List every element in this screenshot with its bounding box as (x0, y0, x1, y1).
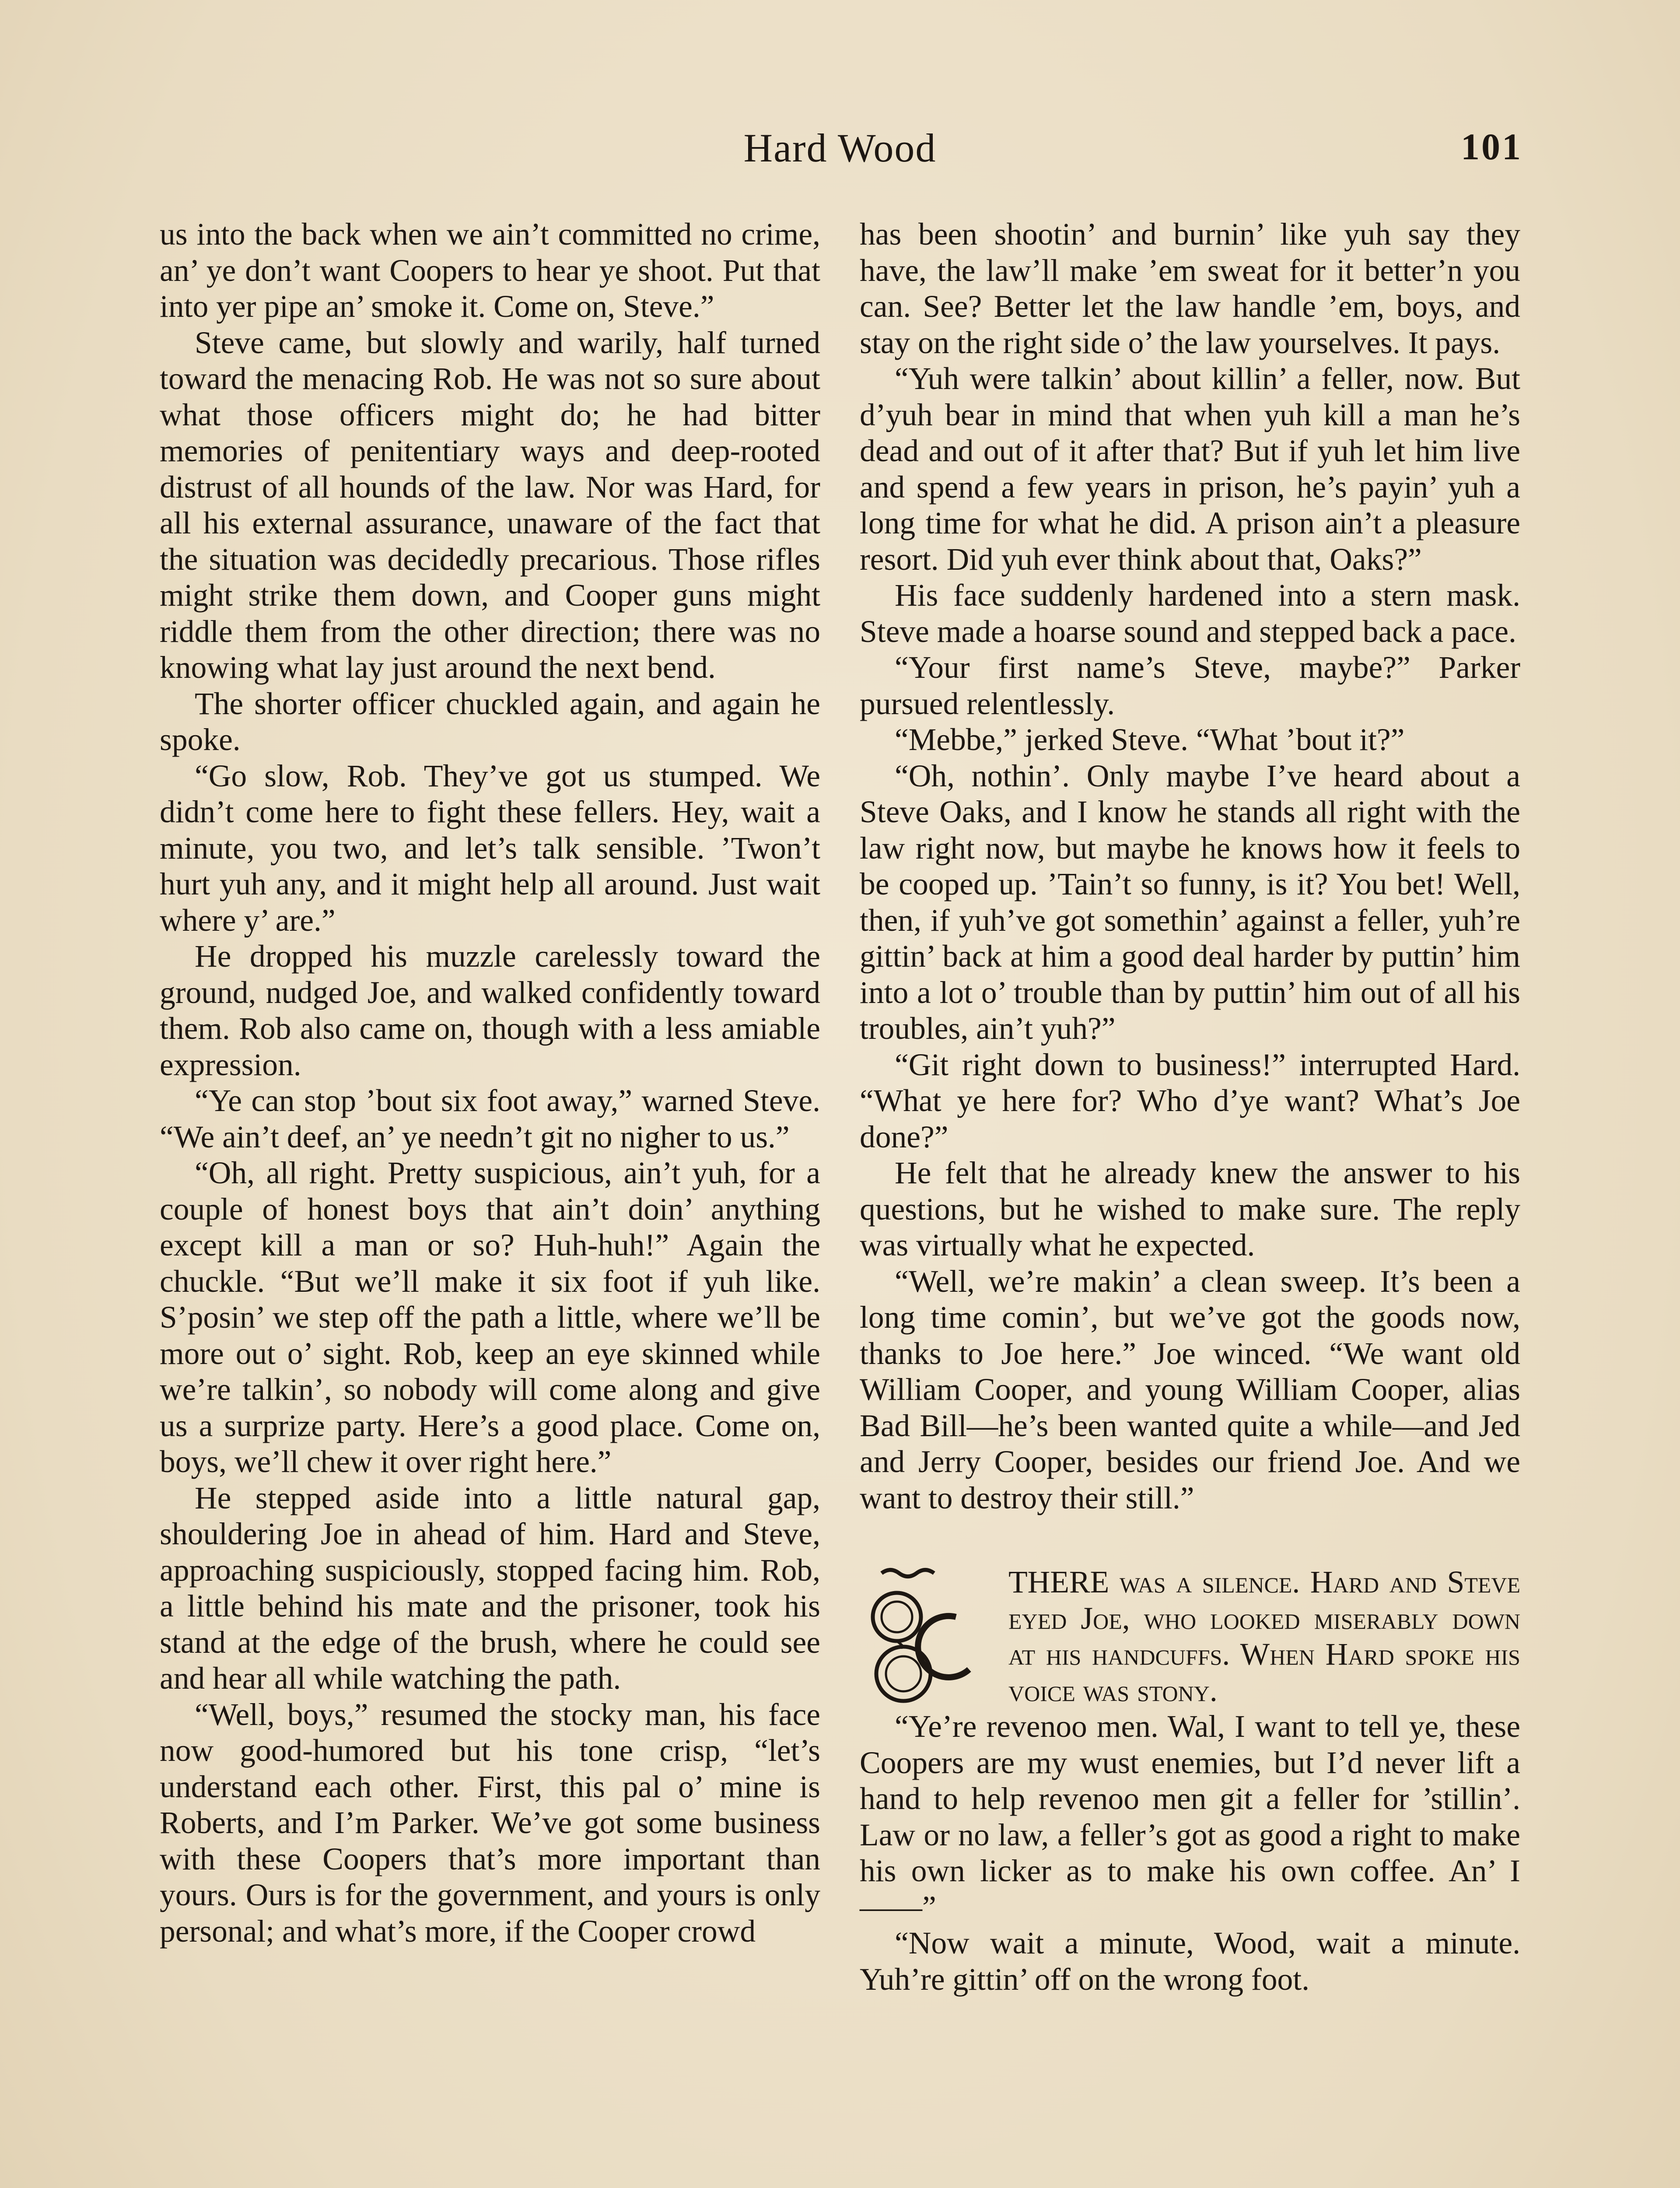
paragraph: His face suddenly hardened into a stern mask. Steve made a hoarse sound and stepped back a pace. (860, 578, 1520, 649)
paragraph: “Well, boys,” resumed the stocky man, his face now good-humored but his tone crisp, “let’s understand each other. First, this pal o’ mine is Roberts, and I’m Parker. We’ve got some business with these Coopers that’s more important than yours. Ours is for the government, and yours is only personal; and what’s more, if the Cooper crowd (160, 1697, 820, 1949)
paragraph: “Yuh were talkin’ about killin’ a feller, now. But d’yuh bear in mind that when yuh kill a man he’s dead and out of it after that? But if yuh let him live and spend a few years in prison, he’s payin’ yuh a long time for what he did. A prison ain’t a pleasure resort. Did yuh ever think about that, Oaks?” (860, 361, 1520, 577)
paragraph: us into the back when we ain’t committed no crime, an’ ye don’t want Coopers to hear ye shoot. Put that into yer pipe an’ smoke it. Come on, Steve.” (160, 217, 820, 324)
paragraph: “Mebbe,” jerked Steve. “What ’bout it?” (895, 722, 1405, 757)
paragraph: “Go slow, Rob. They’ve got us stumped. We didn’t come here to fight these fellers. Hey, wait a minute, you two, and let’s talk sensible. ’Twon’t hurt yuh any, and it might help all around. Just wait where y’ are.” (160, 758, 820, 938)
paragraph: Steve came, but slowly and warily, half turned toward the menacing Rob. He was not so sure about what those officers might do; he had bitter memories of penitentiary ways and deep-rooted distrust of all hounds of the law. Nor was Hard, for all his external assurance, unaware of the fact that the situation was decidedly precarious. Those rifles might strike them down, and Cooper guns might riddle them from the other direction; there was no knowing what lay just around the next bend. (160, 325, 820, 685)
paragraph: The shorter officer chuckled again, and again he spoke. (160, 686, 820, 757)
page-number: 101 (1461, 126, 1522, 168)
paragraph: He felt that he already knew the answer to his questions, but he wished to make sure. The reply was virtually what he expected. (860, 1156, 1520, 1262)
paragraph: “Oh, all right. Pretty suspicious, ain’t yuh, for a couple of honest boys that ain’t doin’ anything except kill a man or so? Huh-huh!” Again the chuckle. “But we’ll make it six foot if yuh like. S’posin’ we step off the path a little, where we’ll be more out o’ sight. Rob, keep an eye skinned while we’re talkin’, so nobody will come along and give us a surprize party. Here’s a good place. Come on, boys, we’ll chew it over right here.” (160, 1156, 820, 1479)
right-column (860, 217, 1520, 1998)
paragraph: “Ye’re revenoo men. Wal, I want to tell ye, these Coopers are my wust enemies, but I’d never lift a hand to help revenoo men git a feller for ’stillin’. Law or no law, a feller’s got as good a right to make his own licker as to make his own coffee. An’ I——” (860, 1709, 1520, 1925)
paragraph: “Git right down to business!” interrupted Hard. “What ye here for? Who d’ye want? What’s Joe done?” (860, 1047, 1520, 1154)
handcuffs-icon (855, 1564, 1000, 1709)
paragraph: “Well, we’re makin’ a clean sweep. It’s been a long time comin’, but we’ve got the goods now, thanks to Joe here.” Joe winced. “We want old William Cooper, and young William Cooper, alias Bad Bill—he’s been wanted quite a while—and Jed and Jerry Cooper, besides our friend Joe. And we want to destroy their still.” (860, 1264, 1520, 1515)
section-paragraphs (860, 1709, 1520, 1998)
opening-text: THERE was a silence. Hard and Steve eyed Joe, who looked miserably down at his handcuffs. When Hard spoke his voice was stony. (1008, 1565, 1520, 1708)
paragraph: “Oh, nothin’. Only maybe I’ve heard about a Steve Oaks, and I know he stands all right with the law right now, but maybe he knows how it feels to be cooped up. ’Tain’t so funny, is it? You bet! Well, then, if yuh’ve got somethin’ against a feller, yuh’re gittin’ back at him a good deal harder by puttin’ him into a lot o’ trouble than by puttin’ him out of all his troubles, ain’t yuh?” (860, 758, 1520, 1046)
running-title: Hard Wood (743, 126, 937, 170)
section-break (860, 1564, 1520, 1998)
paragraph: “Now wait a minute, Wood, wait a minute. Yuh’re gittin’ off on the wrong foot. (860, 1926, 1520, 1997)
page-header (158, 125, 1522, 177)
paragraph: “Your first name’s Steve, maybe?” Parker pursued relentlessly. (860, 650, 1520, 721)
left-column (160, 217, 820, 1950)
right-column-text (860, 217, 1520, 1516)
paragraph: He dropped his muzzle carelessly toward the ground, nudged Joe, and walked confidently toward them. Rob also came on, though with a less amiable expression. (160, 939, 820, 1082)
paragraph: has been shootin’ and burnin’ like yuh say they have, the law’ll make ’em sweat for it better’n you can. See? Better let the law handle ’em, boys, and stay on the right side o’ the law yourselves. It pays. (860, 217, 1520, 360)
paragraph: He stepped aside into a little natural gap, shouldering Joe in ahead of him. Hard and Steve, approaching suspiciously, stopped facing him. Rob, a little behind his mate and the prisoner, took his stand at the edge of the brush, where he could see and hear all while watching the path. (160, 1480, 820, 1696)
paragraph: “Ye can stop ’bout six foot away,” warned Steve. “We ain’t deef, an’ ye needn’t git no nigher to us.” (160, 1083, 820, 1154)
